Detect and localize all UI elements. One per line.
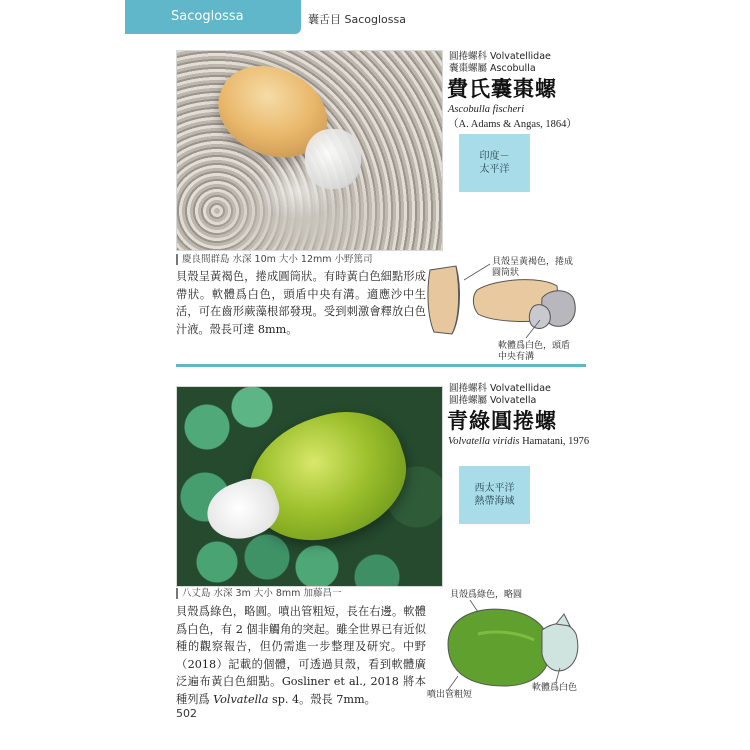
section-tab — [125, 0, 301, 34]
section-divider — [176, 364, 586, 367]
body-illustration — [305, 129, 361, 189]
distribution-box — [459, 134, 530, 192]
distribution-line1: 印度－ — [479, 151, 510, 162]
sci-name-italic: Ascobulla fischeri — [448, 104, 525, 115]
species-name-cn: 青綠圓捲螺 — [447, 408, 557, 433]
species-authority: Hamatani, 1976 — [519, 436, 590, 447]
family-label: 圓捲螺科 Volvatellidae — [449, 383, 551, 394]
species-sci-name — [448, 102, 524, 117]
animal-crawling-view — [473, 280, 575, 329]
distribution-line2: 太平洋 — [479, 164, 510, 175]
shell-illustration — [232, 395, 421, 559]
annotation-body: 軟體爲白色 — [532, 683, 578, 693]
species-description: 貝殼呈黃褐色，捲成圓筒狀。有時黃白色細點形成帶狀。軟體爲白色，頭盾中央有溝。適應沙中生活，可在齒形蕨藻根部發現。受到刺激會釋放白色汁液。殼長可達 8mm。 — [176, 270, 426, 336]
annotation-body: 軟體爲白色，頭盾中央有溝 — [498, 341, 571, 362]
genus-label: 囊棗螺屬 Ascobulla — [449, 63, 536, 74]
running-head: 囊舌目 Sacoglossa — [308, 13, 406, 26]
photo-caption: 慶良間群島 水深 10m 大小 12mm 小野篤司 — [176, 254, 373, 265]
distribution-line2: 熱帶海域 — [474, 496, 515, 507]
family-label: 圓捲螺科 Volvatellidae — [449, 51, 551, 62]
distribution-box — [459, 466, 530, 524]
genus-label: 圓捲螺屬 Volvatella — [449, 395, 537, 406]
description-text-a: 貝殼爲綠色，略圓。噴出管粗短，長在右邊。軟體爲白色，有 2 個非觸角的突起。雖全世界已有近似種的觀察報告，但仍需進一步整理及研究。中野（2018）記載的個體，可透過貝殼，看到軟體廣泛遍布黃白色細點。Gosliner et al., 2018 將本種列爲 — [176, 605, 426, 706]
description-text-b: sp. 4。殼長 7mm。 — [268, 692, 376, 706]
sci-name-italic: Volvatella viridis — [448, 436, 520, 447]
species-description — [176, 603, 426, 708]
annotation-shell: 貝殼爲綠色，略圓 — [450, 590, 523, 600]
annotation-siphon: 噴出管粗短 — [427, 690, 473, 700]
species-sci-name — [448, 434, 589, 449]
description-genus-italic: Volvatella — [213, 692, 269, 706]
species-name-cn: 費氏囊棗螺 — [447, 76, 557, 101]
species-authority: （A. Adams & Angas, 1864） — [448, 119, 577, 130]
annotation-shell: 貝殼呈黃褐色，捲成圓筒狀 — [492, 257, 574, 278]
section-tab-label: Sacoglossa — [171, 9, 244, 24]
page-number: 502 — [176, 707, 197, 720]
shell-green — [448, 609, 550, 686]
distribution-line1: 西太平洋 — [474, 483, 515, 494]
photo-caption: 八丈島 水深 3m 大小 8mm 加藤昌一 — [176, 588, 341, 599]
animal-body — [542, 614, 578, 671]
species-photo-ascobulla — [176, 50, 443, 251]
species-photo-volvatella — [176, 386, 443, 587]
shell-side-view — [428, 266, 460, 334]
